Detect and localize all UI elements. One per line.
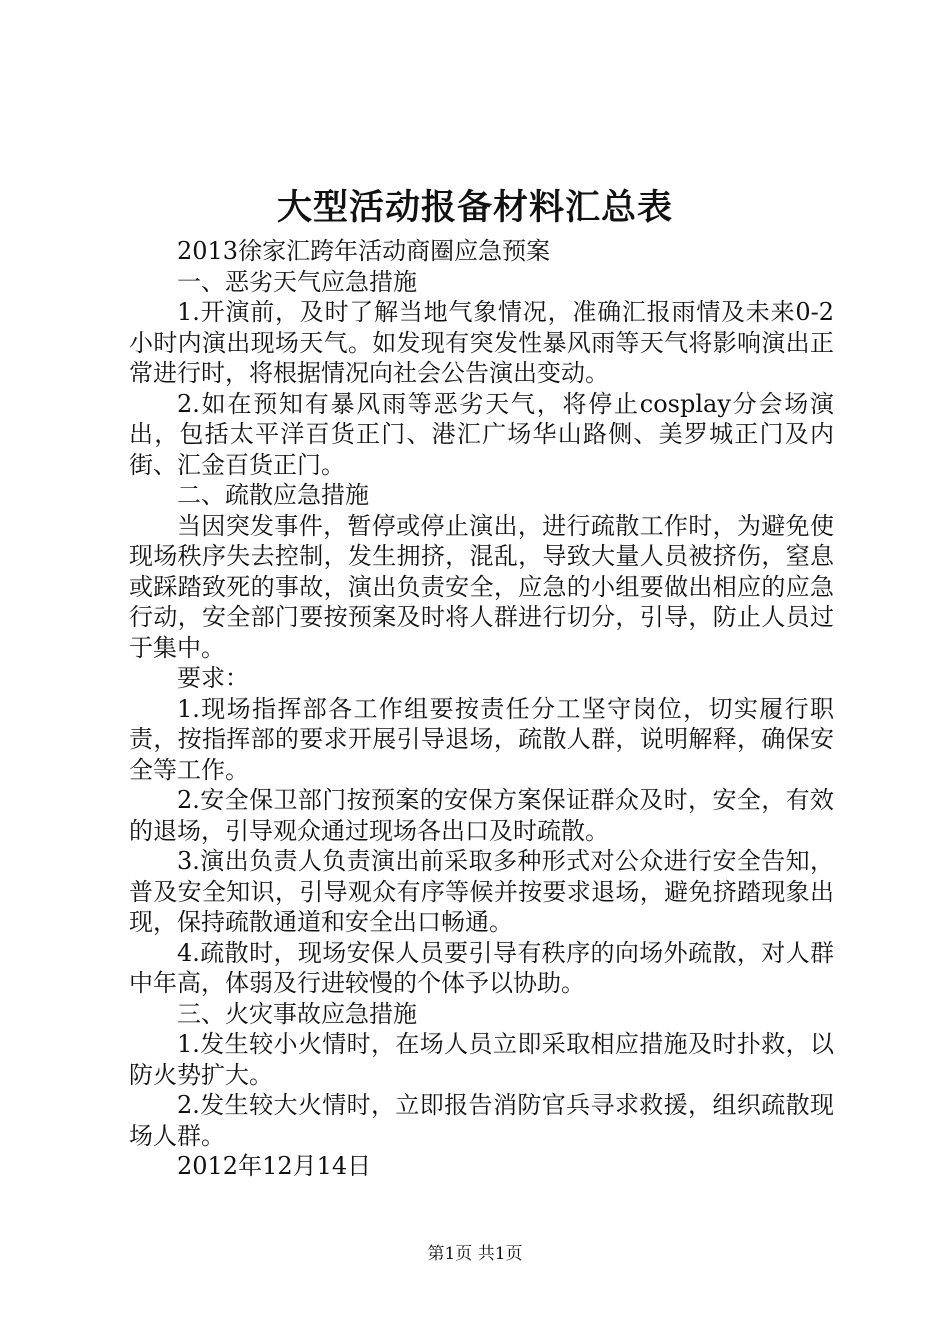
weather-item-2: 2.如在预知有暴风雨等恶劣天气，将停止cosplay分会场演出，包括太平洋百货正门、港汇广场华山路侧、美罗城正门及内街、汇金百货正门。	[129, 389, 834, 479]
fire-item-1: 1.发生较小火情时，在场人员立即采取相应措施及时扑救，以防火势扩大。	[129, 1030, 834, 1089]
weather-item-1: 1.开演前，及时了解当地气象情况，准确汇报雨情及未来0-2小时内演出现场天气。如发现有突发性暴风雨等天气将影响演出正常进行时，将根据情况向社会公告演出变动。	[129, 298, 834, 387]
evacuation-intro: 当因突发事件，暂停或停止演出，进行疏散工作时，为避免使现场秩序失去控制，发生拥挤，混乱，导致大量人员被挤伤，窒息或踩踏致死的事故，演出负责安全，应急的小组要做出相应的应急行动，安全部门要按预案及时将人群进行切分，引导，防止人员过于集中。	[129, 511, 834, 662]
plan-heading: 2013徐家汇跨年活动商圈应急预案	[177, 237, 551, 265]
section-heading-fire: 三、火灾事故应急措施	[177, 999, 417, 1028]
document-body	[129, 236, 834, 1182]
fire-item-2: 2.发生较大火情时，立即报告消防官兵寻求救援，组织疏散现场人群。	[129, 1091, 834, 1150]
document-date: 2012年12月14日	[177, 1152, 372, 1180]
requirements-label: 要求：	[177, 664, 249, 692]
requirement-item-3: 3.演出负责人负责演出前采取多种形式对公众进行安全告知，普及安全知识，引导观众有序等候并按要求退场，避免挤踏现象出现，保持疏散通道和安全出口畅通。	[129, 847, 834, 936]
page-footer: 第1页 共1页	[427, 1244, 523, 1264]
requirement-item-1: 1.现场指挥部各工作组要按责任分工坚守岗位，切实履行职责，按指挥部的要求开展引导退场，疏散人群，说明解释，确保安全等工作。	[129, 694, 834, 784]
document-title: 大型活动报备材料汇总表	[276, 187, 673, 228]
requirement-item-2: 2.安全保卫部门按预案的安保方案保证群众及时，安全，有效的退场，引导观众通过现场各出口及时疏散。	[129, 786, 834, 845]
requirement-item-4: 4.疏散时，现场安保人员要引导有秩序的向场外疏散，对人群中年高，体弱及行进较慢的个体予以协助。	[129, 938, 834, 997]
section-heading-evacuation: 二、疏散应急措施	[177, 481, 369, 509]
section-heading-weather: 一、恶劣天气应急措施	[177, 267, 417, 296]
